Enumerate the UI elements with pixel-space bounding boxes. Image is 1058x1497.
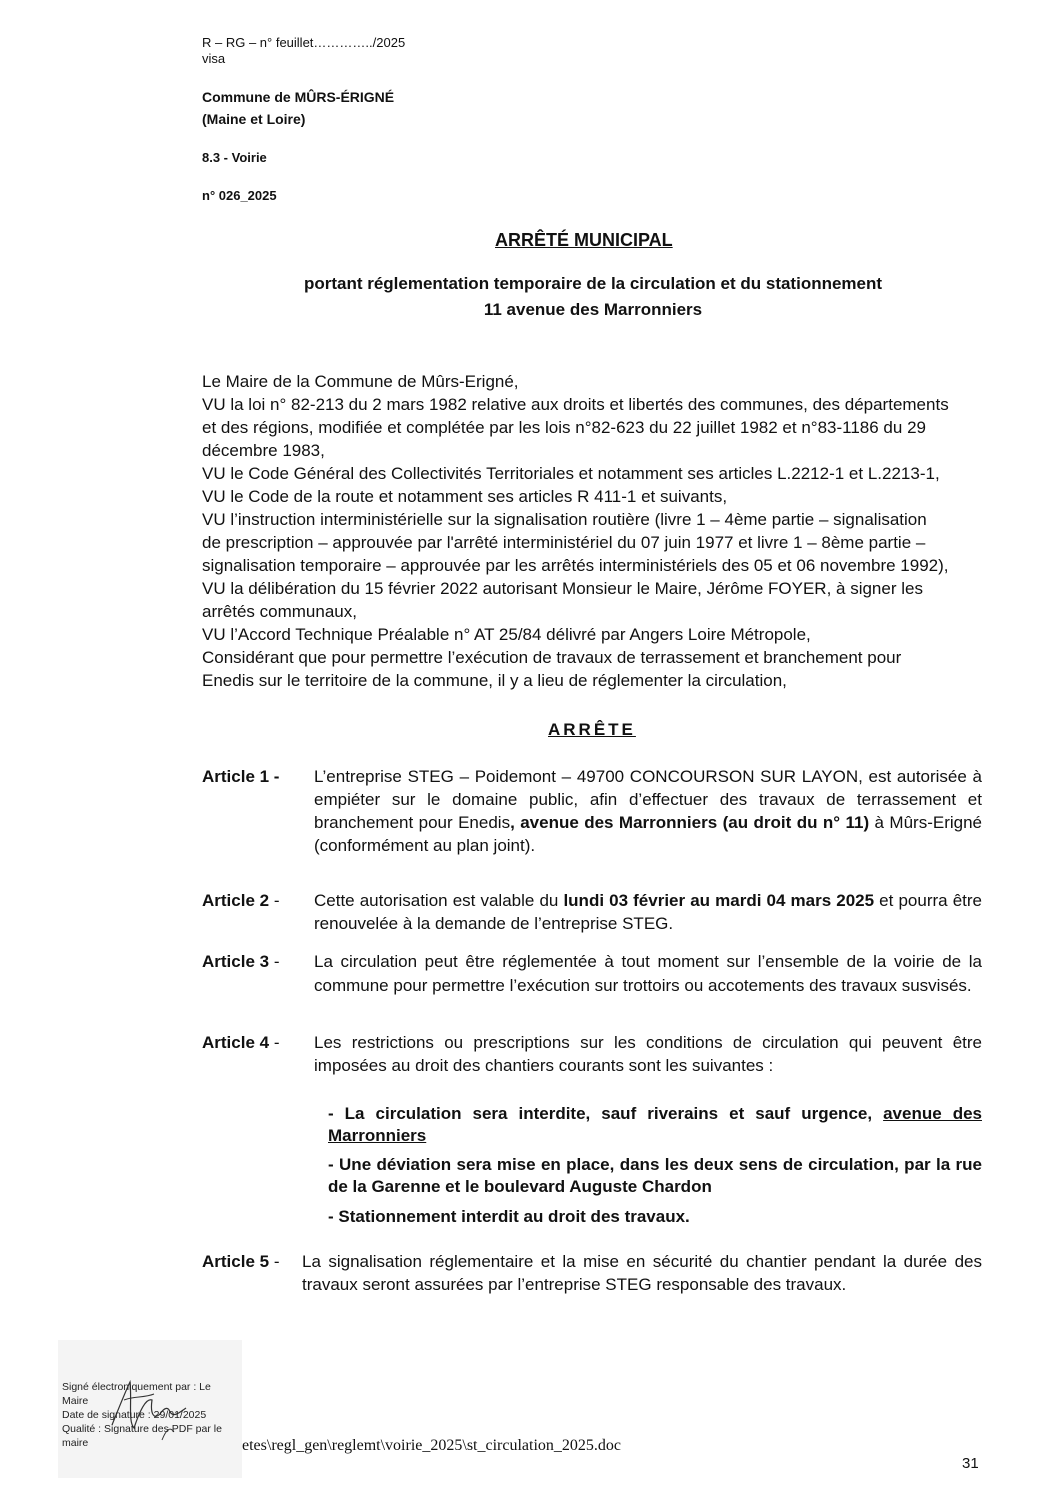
signature-line: Qualité : Signature des PDF par le xyxy=(62,1423,222,1435)
article-1-label: Article 1 - xyxy=(202,767,280,786)
article-2-label: Article 2 - xyxy=(202,891,280,910)
page-number: 31 xyxy=(962,1455,979,1472)
document-title: ARRÊTÉ MUNICIPAL xyxy=(495,230,673,250)
article-5-text: La signalisation réglementaire et la mise en sécurité du chantier pendant la durée des travaux seront assurées par l’entreprise STEG responsable des travaux. xyxy=(302,1252,982,1294)
preamble-line: décembre 1983, xyxy=(202,441,325,460)
article-2-text: Cette autorisation est valable du lundi 03 février au mardi 04 mars 2025 et pourra être renouvelée à la demande de l’entreprise STEG. xyxy=(314,891,982,933)
preamble-line: VU le Code de la route et notamment ses articles R 411-1 et suivants, xyxy=(202,487,728,506)
signature-line: Date de signature : 29/01/2025 xyxy=(62,1409,207,1421)
preamble-line: VU la loi n° 82-213 du 2 mars 1982 relative aux droits et libertés des communes, des départements xyxy=(202,395,949,414)
preamble-line: VU l’Accord Technique Préalable n° AT 25/84 délivré par Angers Loire Métropole, xyxy=(202,625,811,644)
category-label: 8.3 - Voirie xyxy=(202,150,267,165)
restriction-item: - Une déviation sera mise en place, dans les deux sens de circulation, par la rue de la Garenne et le boulevard Auguste Chardon xyxy=(328,1155,982,1196)
restriction-item: - La circulation sera interdite, sauf riverains et sauf urgence, avenue des Marronniers xyxy=(328,1104,982,1145)
article-3-label: Article 3 - xyxy=(202,952,280,971)
restriction-item: - Stationnement interdit au droit des travaux. xyxy=(328,1207,690,1226)
commune-name: Commune de MÛRS-ÉRIGNÉ xyxy=(202,89,395,105)
preamble xyxy=(202,370,982,692)
signature-details xyxy=(62,1380,237,1450)
arrete-heading: ARRÊTE xyxy=(548,720,636,739)
signature-line: maire xyxy=(62,1437,89,1449)
signature-line: Maire xyxy=(62,1395,89,1407)
article-4-label: Article 4 - xyxy=(202,1033,280,1052)
preamble-line: de prescription – approuvée par l'arrêté interministériel du 07 juin 1977 et livre 1 – 8ème partie – xyxy=(202,533,926,552)
department-name: (Maine et Loire) xyxy=(202,111,306,127)
article-4-text: Les restrictions ou prescriptions sur les conditions de circulation qui peuvent être imposées au droit des chantiers courants sont les suivantes : xyxy=(314,1033,982,1075)
document-subtitle: portant réglementation temporaire de la circulation et du stationnement xyxy=(303,274,883,293)
preamble-line: Considérant que pour permettre l’exécution de travaux de terrassement et branchement pour xyxy=(202,648,902,667)
preamble-line: VU l’instruction interministérielle sur la signalisation routière (livre 1 – 4ème partie – signalisation xyxy=(202,510,927,529)
preamble-line: signalisation temporaire – approuvée par les arrêtés interministériels des 05 et 06 novembre 1992), xyxy=(202,556,949,575)
preamble-line: arrêtés communaux, xyxy=(202,602,357,621)
article-3-text: La circulation peut être réglementée à tout moment sur l’ensemble de la voirie de la commune pour permettre l’exécution sur trottoirs ou accotements des travaux susvisés. xyxy=(314,952,982,995)
signature-line: Signé électroniquement par : Le xyxy=(62,1381,211,1393)
preamble-line: Enedis sur le territoire de la commune, il y a lieu de réglementer la circulation, xyxy=(202,671,787,690)
preamble-line: VU le Code Général des Collectivités Territoriales et notamment ses articles L.2212-1 et L.2213-1, xyxy=(202,464,940,483)
visa-label: visa xyxy=(202,51,226,66)
preamble-line: Le Maire de la Commune de Mûrs-Erigné, xyxy=(202,372,519,391)
preamble-line: VU la délibération du 15 février 2022 autorisant Monsieur le Maire, Jérôme FOYER, à signer les xyxy=(202,579,923,598)
document-subtitle-address: 11 avenue des Marronniers xyxy=(483,300,703,319)
file-path: etes\regl_gen\reglemt\voirie_2025\st_circulation_2025.doc xyxy=(242,1437,622,1454)
article-1-text: L’entreprise STEG – Poidemont – 49700 CONCOURSON SUR LAYON, est autorisée à empiéter sur le domaine public, afin d’effectuer des travaux de terrassement et branchement pour Enedis, avenue des Marronniers (au droit du n° 11) à Mûrs-Erigné (conformément au plan joint). xyxy=(314,767,982,855)
decree-number: n° 026_2025 xyxy=(202,188,277,203)
reference-line: R – RG – n° feuillet…………../2025 xyxy=(202,35,406,50)
article-5-label: Article 5 - xyxy=(202,1252,280,1271)
preamble-line: et des régions, modifiée et complétée par les lois n°82-623 du 22 juillet 1982 et n°83-1186 du 29 xyxy=(202,418,926,437)
